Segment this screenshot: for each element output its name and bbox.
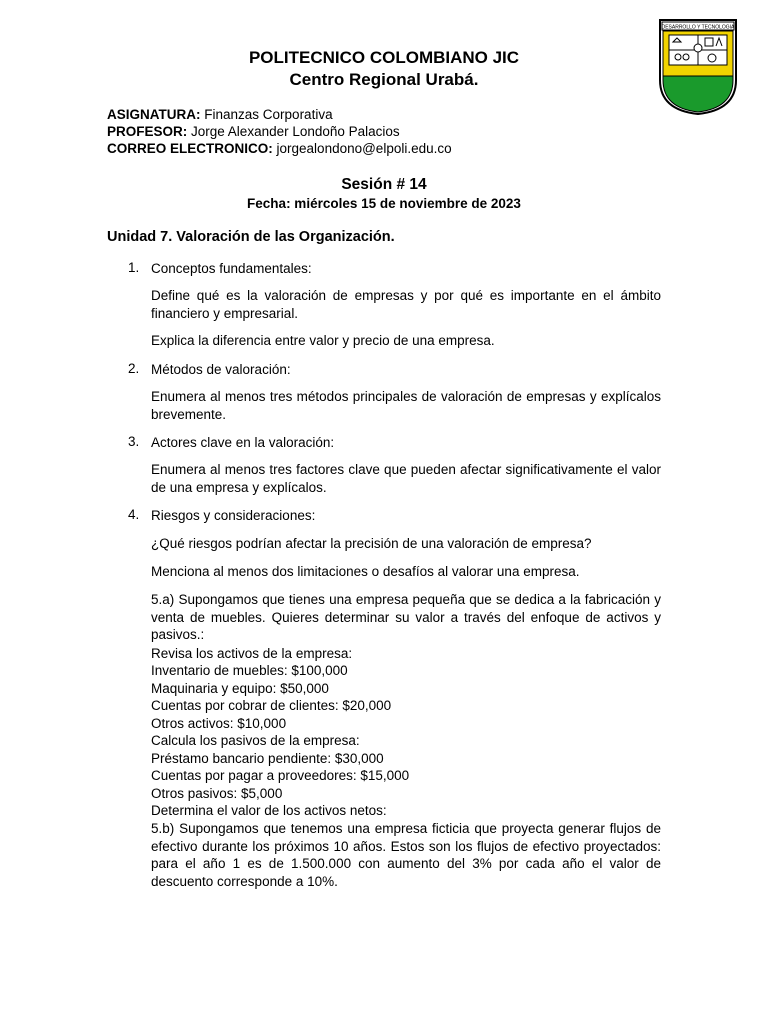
email-line xyxy=(107,141,452,157)
item-paragraph: Define qué es la valoración de empresas y por qué es importante en el ámbito financiero y empresarial. xyxy=(151,288,661,321)
item-paragraph: Explica la diferencia entre valor y precio de una empresa. xyxy=(151,333,495,348)
item-number: 3. xyxy=(128,434,140,449)
regional-center: Centro Regional Urabá. xyxy=(289,70,479,89)
subject-value: Finanzas Corporativa xyxy=(204,107,333,122)
session-title: Sesión # 14 xyxy=(341,176,427,193)
item-number: 2. xyxy=(128,361,140,376)
exercise-line: Maquinaria y equipo: $50,000 xyxy=(151,681,329,696)
exercise-line: Cuentas por cobrar de clientes: $20,000 xyxy=(151,698,392,713)
exercise-line: Determina el valor de los activos netos: xyxy=(151,803,387,818)
item-paragraph: Menciona al menos dos limitaciones o desafíos al valorar una empresa. xyxy=(151,564,580,579)
item-heading: Conceptos fundamentales: xyxy=(151,261,312,276)
logo-text: DESARROLLO Y TECNOLOGIA xyxy=(661,24,735,31)
item-number: 1. xyxy=(128,260,140,275)
exercise-b-text: 5.b) Supongamos que tenemos una empresa ficticia que proyecta generar flujos de efectivo durante los próximos 10 años. Estos son los flujos de efectivo proyectados: para el año 1 es de 1.500.000 con aumento del 3% por cada año el valor de descuento corresponde a 10%. xyxy=(151,821,661,889)
item-heading: Riesgos y consideraciones: xyxy=(151,508,316,523)
exercise-line: Calcula los pasivos de la empresa: xyxy=(151,733,360,748)
institution-name: POLITECNICO COLOMBIANO JIC xyxy=(248,48,520,67)
item-paragraph: ¿Qué riesgos podrían afectar la precisión de una valoración de empresa? xyxy=(151,536,592,551)
unit-title: Unidad 7. Valoración de las Organización. xyxy=(107,229,395,245)
item-heading: Métodos de valoración: xyxy=(151,362,291,377)
exercise-line: Otros activos: $10,000 xyxy=(151,716,287,731)
exercise-line: Otros pasivos: $5,000 xyxy=(151,786,283,801)
item-number: 4. xyxy=(128,507,140,522)
subject-line xyxy=(107,107,333,123)
item-heading: Actores clave en la valoración: xyxy=(151,435,335,450)
professor-label: PROFESOR: xyxy=(107,124,188,139)
exercise-line: Préstamo bancario pendiente: $30,000 xyxy=(151,751,384,766)
email-label: CORREO ELECTRONICO: xyxy=(107,141,273,156)
exercise-line: Cuentas por pagar a proveedores: $15,000 xyxy=(151,768,410,783)
professor-value: Jorge Alexander Londoño Palacios xyxy=(191,124,400,139)
item-paragraph: Enumera al menos tres métodos principales de valoración de empresas y explícalos brevemente. xyxy=(151,389,661,422)
exercise-a-intro: 5.a) Supongamos que tienes una empresa pequeña que se dedica a la fabricación y venta de muebles. Quieres determinar su valor a través del enfoque de activos y pasivos.: xyxy=(151,592,661,642)
session-date: Fecha: miércoles 15 de noviembre de 2023 xyxy=(247,196,521,211)
professor-line xyxy=(107,124,400,140)
item-paragraph: Enumera al menos tres factores clave que pueden afectar significativamente el valor de una empresa y explícalos. xyxy=(151,462,661,495)
subject-label: ASIGNATURA: xyxy=(107,107,201,122)
exercise-line: Inventario de muebles: $100,000 xyxy=(151,663,348,678)
email-value: jorgealondono@elpoli.edu.co xyxy=(276,141,452,156)
exercise-line: Revisa los activos de la empresa: xyxy=(151,646,353,661)
